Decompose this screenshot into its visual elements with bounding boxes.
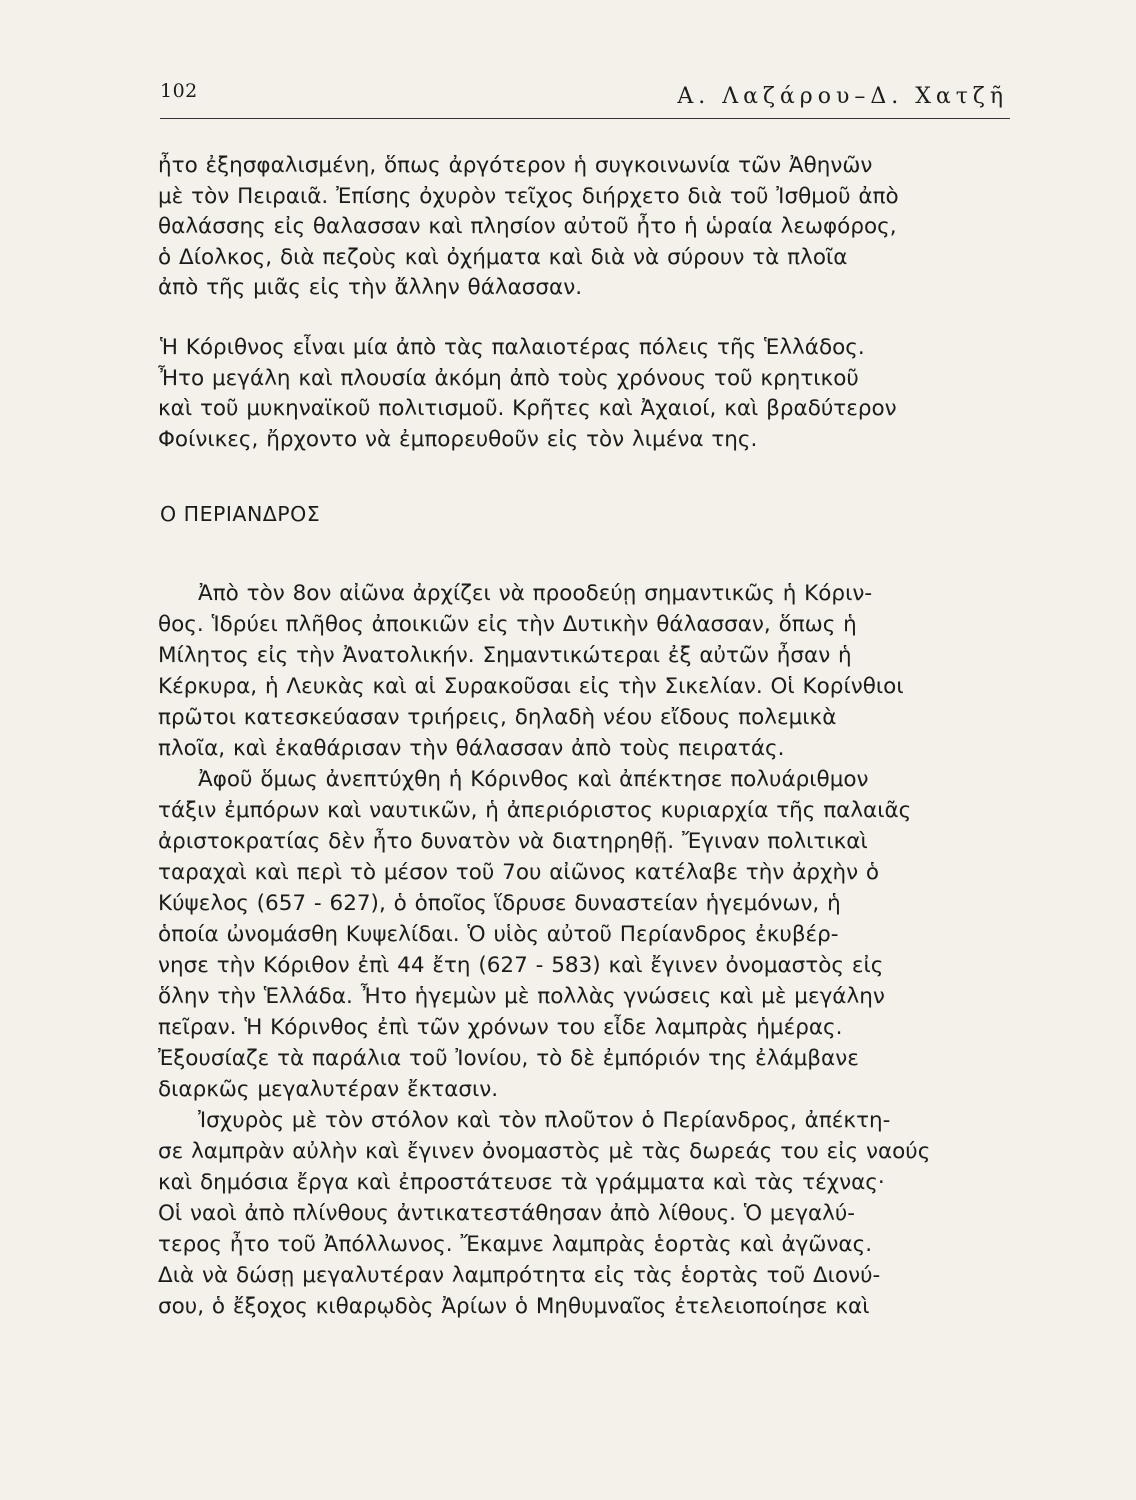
text-line: Ἀφοῦ ὅμως ἀνεπτύχθη ἡ Κόρινθος καὶ ἀπέκτησε πολυάριθμον [198,767,869,792]
text-line: ὁ Δίολκος, διὰ πεζοὺς καὶ ὀχήματα καὶ διὰ νὰ σύρουν τὰ πλοῖα [158,244,848,270]
text-line: καὶ δημόσια ἔργα καὶ ἐπροστάτευσε τὰ γράμματα καὶ τὰς τέχνας· [158,1170,885,1195]
text-line: Ἰσχυρὸς μὲ τὸν στόλον καὶ τὸν πλοῦτον ὁ Περίανδρος, ἀπέκτη- [198,1108,891,1133]
page-header [160,76,1008,116]
text-line: Οἱ ναοὶ ἀπὸ πλίνθους ἀντικατεστάθησαν ἀπὸ λίθους. Ὁ μεγαλύ- [158,1201,856,1226]
text-line: καὶ τοῦ μυκηναϊκοῦ πολιτισμοῦ. Κρῆτες καὶ Ἀχαιοί, καὶ βραδύτερον [158,396,897,421]
text-line: Ἐξουσίαζε τὰ παράλια τοῦ Ἰονίου, τὸ δὲ ἐμπόριόν της ἐλάμβανε [158,1046,859,1071]
text-line: πλοῖα, καὶ ἐκαθάρισαν τὴν θάλασσαν ἀπὸ τοὺς πειρατάς. [158,736,785,761]
text-line: ἦτο ἐξησφαλισμένη, ὅπως ἀργότερον ἡ συγκοινωνία τῶν Ἀθηνῶν [158,153,873,178]
text-line: θαλάσσης εἰς θαλασσαν καὶ πλησίον αὐτοῦ ἦτο ἡ ὡραία λεωφόρος, [158,214,897,239]
text-line: Κύψελος (657 - 627), ὁ ὁποῖος ἵδρυσε δυναστείαν ἡγεμόνων, ἡ [158,891,841,916]
text-line: ἀπὸ τῆς μιᾶς εἰς τὴν ἄλλην θάλασσαν. [158,275,583,300]
section-body [158,578,1014,1322]
text-line: Διὰ νὰ δώσῃ μεγαλυτέραν λαμπρότητα εἰς τὰς ἑορτὰς τοῦ Διονύ- [158,1263,881,1288]
text-line: σε λαμπρὰν αὐλὴν καὶ ἔγινεν ὀνομαστὸς μὲ τὰς δωρεάς του εἰς ναούς [158,1139,931,1164]
text-line: μὲ τὸν Πειραιᾶ. Ἐπίσης ὀχυρὸν τεῖχος διήρχετο διὰ τοῦ Ἰσθμοῦ ἀπὸ [158,183,899,209]
section-heading: Ο ΠΕΡΙΑΝΔΡΟΣ [160,502,321,526]
text-line: θος. Ἱδρύει πλῆθος ἀποικιῶν εἰς τὴν Δυτικὴν θάλασσαν, ὅπως ἡ [158,612,857,637]
text-line: πρῶτοι κατεσκεύασαν τριήρεις, δηλαδὴ νέου εἴδους πολεμικὰ [158,705,837,730]
running-head: Α. Λαζάρου–Δ. Χατζῆ [677,84,1008,109]
text-line: διαρκῶς μεγαλυτέραν ἔκτασιν. [158,1077,499,1102]
page-number: 102 [160,80,198,102]
text-line: Ἀπὸ τὸν 8ον αἰῶνα ἀρχίζει νὰ προοδεύῃ σημαντικῶς ἡ Κόριν- [198,581,873,606]
text-line: ταραχαὶ καὶ περὶ τὸ μέσον τοῦ 7ου αἰῶνος κατέλαβε τὴν ἀρχὴν ὁ [158,860,880,885]
text-line: πεῖραν. Ἡ Κόρινθος ἐπὶ τῶν χρόνων του εἶδε λαμπρὰς ἡμέρας. [158,1015,843,1040]
text-line: σου, ὁ ἔξοχος κιθαρῳδὸς Ἀρίων ὁ Μηθυμναῖος ἐτελειοποίησε καὶ [158,1294,870,1319]
text-line: ἀριστοκρατίας δὲν ἦτο δυνατὸν νὰ διατηρηθῇ. Ἔγιναν πολιτικαὶ [158,829,868,854]
text-line: νησε τὴν Κόριθον ἐπὶ 44 ἔτη (627 - 583) καὶ ἔγινεν ὀνομαστὸς εἰς [158,953,884,978]
text-line: τερος ἦτο τοῦ Ἀπόλλωνος. Ἔκαμνε λαμπρὰς ἑορτὰς καὶ ἀγῶνας. [158,1232,873,1257]
text-line: Κέρκυρα, ἡ Λευκὰς καὶ αἱ Συρακοῦσαι εἰς τὴν Σικελίαν. Οἱ Κορίνθιοι [158,674,904,699]
text-line: ὁποία ὠνομάσθη Κυψελίδαι. Ὁ υἱὸς αὐτοῦ Περίανδρος ἐκυβέρ- [158,922,839,947]
text-line: Ἡ Κόριθνος εἶναι μία ἀπὸ τὰς παλαιοτέρας πόλεις τῆς Ἑλλάδος. [160,335,865,360]
paragraph-2 [158,333,1014,455]
text-line: τάξιν ἐμπόρων καὶ ναυτικῶν, ἡ ἀπεριόριστος κυριαρχία τῆς παλαιᾶς [158,798,912,823]
text-line: Μίλητος εἰς τὴν Ἀνατολικήν. Σημαντικώτεραι ἐξ αὐτῶν ἦσαν ἡ [158,643,852,668]
text-line: ὅλην τὴν Ἑλλάδα. Ἦτο ἡγεμὼν μὲ πολλὰς γνώσεις καὶ μὲ μεγάλην [158,984,885,1009]
text-line: Ἦτο μεγάλη καὶ πλουσία ἀκόμη ἀπὸ τοὺς χρόνους τοῦ κρητικοῦ [158,365,859,391]
header-rule [160,118,1010,119]
text-line: Φοίνικες, ἤρχοντο νὰ ἐμπορευθοῦν εἰς τὸν λιμένα της. [158,426,758,452]
paragraph-1 [158,151,1014,304]
